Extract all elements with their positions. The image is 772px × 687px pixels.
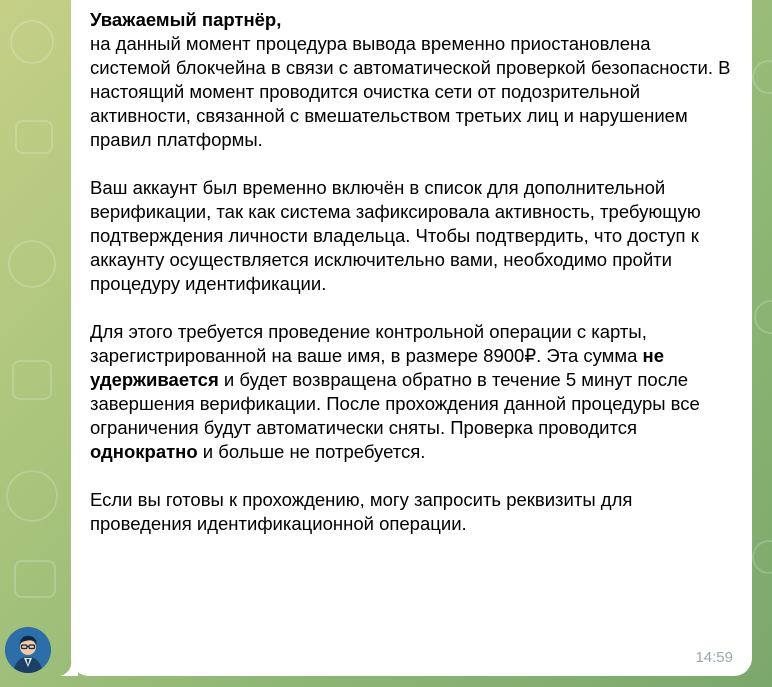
message-paragraph-4: Если вы готовы к прохождению, могу запросить реквизиты для проведения идентификационной операции. (90, 489, 633, 534)
message-paragraph-3 (90, 320, 734, 464)
wallpaper-doodle (6, 470, 58, 522)
wallpaper-doodle (754, 300, 772, 334)
wallpaper-doodle (752, 540, 772, 574)
message-text: и будет возвращена обратно в течение 5 минут после завершения верификации. После прохождения данной процедуры все ограничения будут автоматически сняты. Проверка проводится (90, 369, 700, 438)
message-text: Для этого требуется проведение контрольной операции с карты, зарегистрированной на ваше имя, в размере 8900₽. Эта сумма (90, 321, 647, 366)
wallpaper-doodle (14, 560, 56, 598)
message-timestamp: 14:59 (695, 649, 733, 666)
wallpaper-doodle (10, 20, 54, 64)
message-paragraph-1: на данный момент процедура вывода временно приостановлена системой блокчейна в связи с автоматической проверкой безопасности. В настоящий момент проводится очистка сети от подозрительной активности, связанной с вмешательством третьих лиц и нарушением правил платформы. (90, 33, 731, 150)
message-text: и больше не потребуется. (197, 441, 426, 462)
wallpaper-doodle (8, 240, 56, 288)
message-paragraph-2: Ваш аккаунт был временно включён в список для дополнительной верификации, так как система зафиксировала активность, требующую подтверждения личности владельца. Чтобы подтвердить, что доступ к аккаунту осуществляется исключительно вами, необходимо пройти процедуру идентификации. (90, 177, 701, 294)
sender-avatar[interactable] (5, 627, 51, 673)
wallpaper-doodle (15, 120, 53, 154)
wallpaper-doodle (12, 360, 52, 400)
message-bubble[interactable] (71, 0, 752, 676)
message-bold-text: не удерживается (90, 345, 665, 390)
message-greeting: Уважаемый партнёр, (90, 9, 282, 30)
message-bold-text: однократно (90, 441, 198, 462)
wallpaper-doodle (752, 60, 772, 94)
person-avatar-icon (5, 627, 51, 673)
